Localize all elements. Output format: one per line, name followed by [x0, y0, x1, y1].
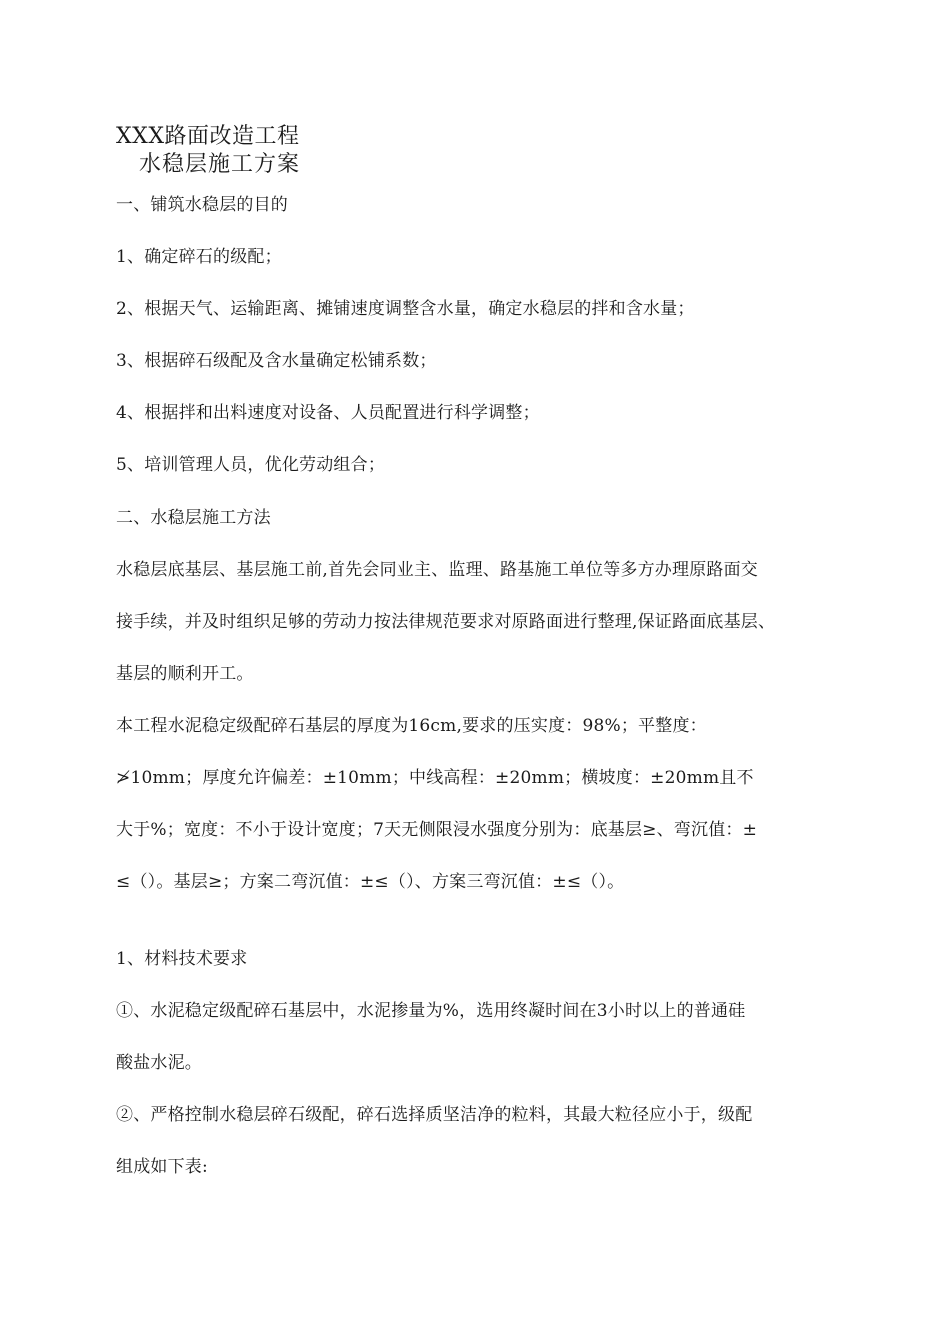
paragraph-line: ≯10mm；厚度允许偏差：±10mm；中线高程：±20mm；横坡度：±20mm且不 [116, 768, 754, 788]
paragraph-line: 酸盐水泥。 [116, 1053, 202, 1073]
paragraph-line: 接手续，并及时组织足够的劳动力按法律规范要求对原路面进行整理,保证路面底基层、 [116, 612, 776, 632]
list-item: 3、根据碎石级配及含水量确定松铺系数； [116, 351, 437, 371]
paragraph-line: 大于%；宽度：不小于设计宽度；7天无侧限浸水强度分别为：底基层≥、弯沉值：± [116, 820, 758, 840]
list-item: 4、根据拌和出料速度对设备、人员配置进行科学调整； [116, 403, 540, 423]
list-item: 1、确定碎石的级配； [116, 247, 282, 267]
section-heading-purpose: 一、铺筑水稳层的目的 [116, 195, 288, 215]
list-item: 5、培训管理人员，优化劳动组合； [116, 455, 386, 475]
list-item: 2、根据天气、运输距离、摊铺速度调整含水量，确定水稳层的拌和含水量； [116, 299, 695, 319]
paragraph-line: ①、水泥稳定级配碎石基层中，水泥掺量为%，选用终凝时间在3小时以上的普通硅 [116, 1001, 746, 1021]
document-title: XXX路面改造工程 [116, 124, 300, 149]
paragraph-line: ②、严格控制水稳层碎石级配，碎石选择质坚洁净的粒料，其最大粒径应小于，级配 [116, 1105, 753, 1125]
section-heading-method: 二、水稳层施工方法 [116, 508, 271, 528]
paragraph-line: 组成如下表: [116, 1157, 208, 1177]
paragraph-line: ≤（）。基层≥；方案二弯沉值：±≤（）、方案三弯沉值：±≤（）。 [116, 872, 625, 892]
paragraph-line: 本工程水泥稳定级配碎石基层的厚度为16cm,要求的压实度：98%；平整度： [116, 716, 707, 736]
document-subtitle: 水稳层施工方案 [139, 152, 301, 177]
subsection-heading-materials: 1、材料技术要求 [116, 949, 248, 969]
paragraph-line: 基层的顺利开工。 [116, 664, 254, 684]
paragraph-line: 水稳层底基层、基层施工前,首先会同业主、监理、路基施工单位等多方办理原路面交 [116, 560, 759, 580]
